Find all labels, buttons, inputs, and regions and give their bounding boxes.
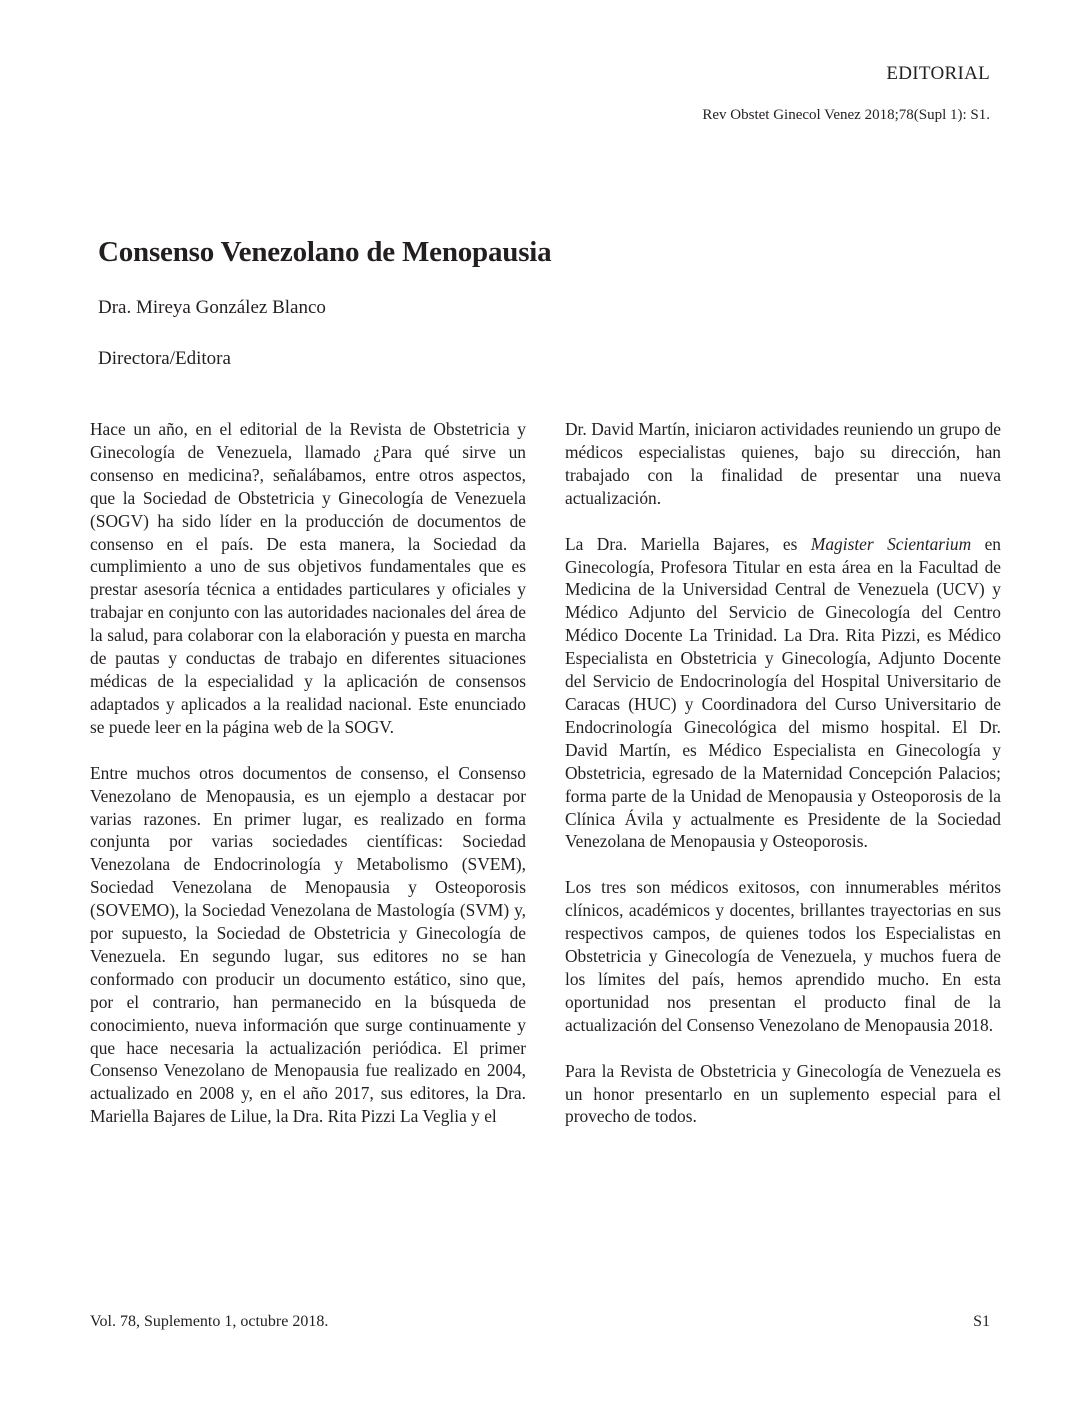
body-paragraph [565, 533, 1001, 854]
left-column [90, 418, 526, 1151]
right-column [565, 418, 1001, 1151]
author-role: Directora/Editora [98, 348, 231, 369]
body-paragraph: Para la Revista de Obstetricia y Ginecología de Venezuela es un honor presentarlo en un suplemento especial para el provecho de todos. [565, 1060, 1001, 1127]
emphasized-degree: Magister Scientarium [810, 533, 972, 554]
section-label: EDITORIAL [886, 63, 990, 84]
author-name: Dra. Mireya González Blanco [98, 297, 326, 318]
body-paragraph: Dr. David Martín, iniciaron actividades reuniendo un grupo de médicos especialistas quienes, bajo su dirección, han trabajado con la finalidad de presentar una nueva actualización. [565, 419, 1001, 508]
paragraph-text: en Ginecología, Profesora Titular en esta área en la Facultad de Medicina de la Universidad Central de Venezuela (UCV) y Médico Adjunto del Servicio de Ginecología del Centro Médico Docente La Trinidad. La Dra. Rita Pizzi, es Médico Especialista en Obstetricia y Ginecología, Adjunto Docente del Servicio de Endocrinología del Hospital Universitario de Caracas (HUC) y Coordinadora del Curso Universitario de Endocrinología Ginecológica del mismo hospital. El Dr. David Martín, es Médico Especialista en Ginecología y Obstetricia, egresado de la Maternidad Concepción Palacios; forma parte de la Unidad de Menopausia y Osteoporosis de la Clínica Ávila y actualmente es Presidente de la Sociedad Venezolana de Menopausia y Osteoporosis. [565, 533, 1001, 852]
journal-citation: Rev Obstet Ginecol Venez 2018;78(Supl 1): S1. [702, 107, 990, 123]
footer-issue: Vol. 78, Suplemento 1, octubre 2018. [90, 1313, 329, 1330]
page-number: S1 [973, 1313, 990, 1330]
body-paragraph: Los tres son médicos exitosos, con innumerables méritos clínicos, académicos y docentes, brillantes trayectorias en sus respectivos campos, de quienes todos los Especialistas en Obstetricia y Ginecología de Venezuela, y muchos fuera de los límites del país, hemos aprendido mucho. En esta oportunidad nos presentan el producto final de la actualización del Consenso Venezolano de Menopausia 2018. [565, 877, 1001, 1035]
article-title: Consenso Venezolano de Menopausia [98, 236, 552, 268]
body-paragraph: Entre muchos otros documentos de consenso, el Consenso Venezolano de Menopausia, es un ejemplo a destacar por varias razones. En primer lugar, es realizado en forma conjunta por varias sociedades científicas: Sociedad Venezolana de Endocrinología y Metabolismo (SVEM), Sociedad Venezolana de Menopausia y Osteoporosis (SOVEMO), la Sociedad Venezolana de Mastología (SVM) y, por supuesto, la Sociedad de Obstetricia y Ginecología de Venezuela. En segundo lugar, sus editores no se han conformado con producir un documento estático, sino que, por el contrario, han permanecido en la búsqueda de conocimiento, nueva información que surge continuamente y que hace necesaria la actualización periódica. El primer Consenso Venezolano de Menopausia fue realizado en 2004, actualizado en 2008 y, en el año 2017, sus editores, la Dra. Mariella Bajares de Lilue, la Dra. Rita Pizzi La Veglia y el [90, 762, 526, 1127]
body-paragraph: Hace un año, en el editorial de la Revista de Obstetricia y Ginecología de Venezuela, llamado ¿Para qué sirve un consenso en medicina?, señalábamos, entre otros aspectos, que la Sociedad de Obstetricia y Ginecología de Venezuela (SOGV) ha sido líder en la producción de documentos de consenso en el país. De esta manera, la Sociedad da cumplimiento a uno de sus objetivos fundamentales que es prestar asesoría técnica a entidades particulares y oficiales y trabajar en conjunto con las autoridades nacionales del área de la salud, para colaborar con la elaboración y puesta en marcha de pautas y conductas de trabajo en diferentes situaciones médicas de la especialidad y la aplicación de consensos adaptados y aplicados a la realidad nacional. Este enunciado se puede leer en la página web de la SOGV. [90, 419, 526, 737]
paragraph-text: La Dra. Mariella Bajares, es [565, 533, 811, 554]
